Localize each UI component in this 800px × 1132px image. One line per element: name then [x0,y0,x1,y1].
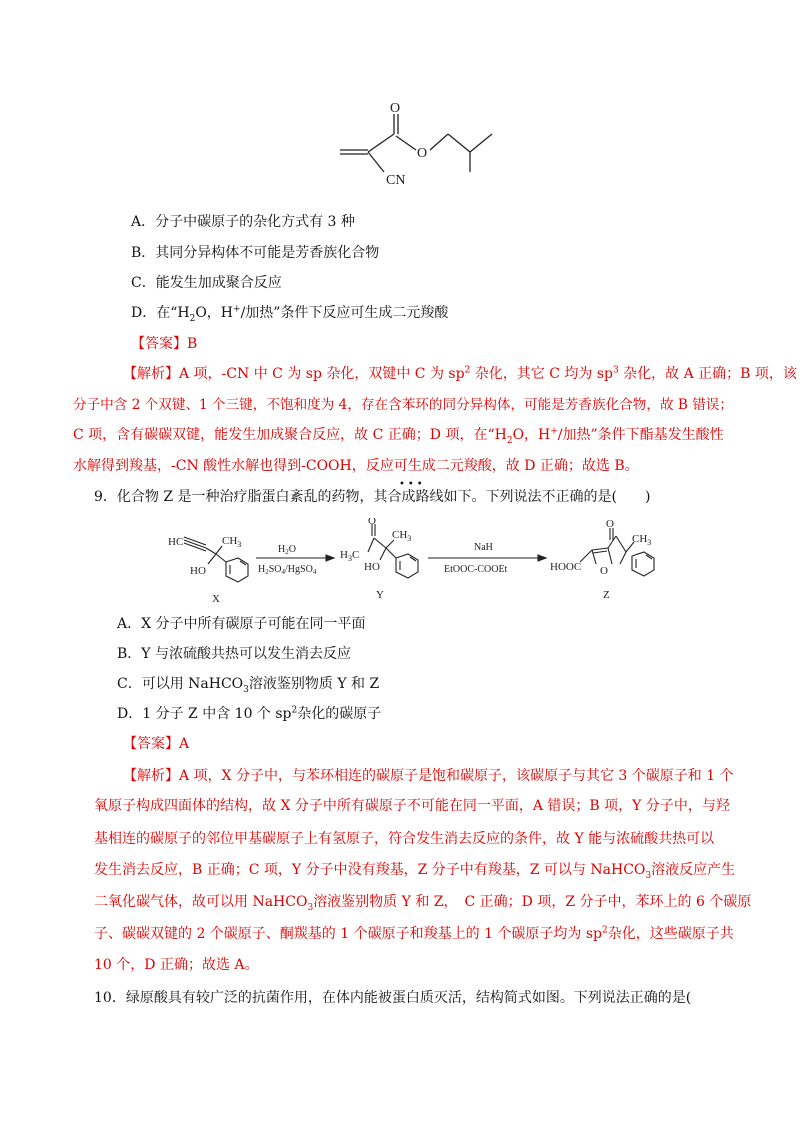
reagent-2-top: NaH [474,542,493,553]
q9-option-d: D．1 分子 Z 中含 10 个 $sp^2$杂化的碳原子 [117,705,382,722]
reagent-2-bottom: EtOOC-COOEt [444,564,508,575]
x-compound-label: X [212,593,220,605]
q8-analysis-line-2: 分子中含 2 个双键、1 个三键，不饱和度为 4，存在含苯环的同分异构体，可能是芳香族化合物，故 B 错误； [73,397,733,413]
q8-option-c: C．能发生加成聚合反应 [131,275,282,291]
z-compound-label: Z [603,589,610,601]
q9-analysis-line-6: 子、碳碳双键的 2 个碳原子、酮羰基的 1 个碳原子和羧基上的 1 个碳原子均为 $sp^2$杂化，这些碳原子共 [94,925,734,942]
y-o-label: O [368,518,376,527]
nitrile-label: CN [386,173,406,188]
z-hooc-label: HOOC [550,561,582,573]
q8-answer: 【答案】B [131,336,198,352]
z-ch3-label: $CH_3$ [632,533,652,547]
q9-option-a: A．X 分子中所有碳原子可能在同一平面 [117,616,366,632]
z-ring-o-label: O [600,565,608,577]
q9-analysis-line-1: 【解析】A 项，X 分子中，与苯环相连的碳原子是饱和碳原子，该碳原子与其它 3 个碳原子和 1 个 [123,768,734,784]
q9-analysis-line-2: 氧原子构成四面体的结构，故 X 分子中所有碳原子不可能在同一平面，A 错误；B 项，Y 分子中，与羟 [94,798,730,814]
z-o-label: O [606,518,614,530]
q9-analysis-line-3: 基相连的碳原子的邻位甲基碳原子上有氢原子，符合发生消去反应的条件，故 Y 能与浓硫酸共热可以 [94,831,715,847]
q9-reaction-scheme [160,518,670,608]
reagent-1-bottom: $H_2SO_4/HgSO_4$ [258,564,317,576]
q8-analysis-line-4: 水解得到羧基，-CN 酸性水解也得到-COOH，反应可生成二元羧酸，故 D 正确；故选 B。 [73,458,639,474]
y-ch3-label: $CH_3$ [392,529,412,543]
q8-option-a: A．分子中碳原子的杂化方式有 3 种 [131,214,355,230]
q10-stem: 10．绿原酸具有较广泛的抗菌作用，在体内能被蛋白质灭活，结构简式如图。下列说法正确的是( [94,990,692,1006]
q9-option-b: B．Y 与浓硫酸共热可以发生消去反应 [117,646,351,662]
emphasis-dots: ••• [399,479,426,490]
q9-analysis-line-5: 二氧化碳气体，故可以用 NaHCO$_3$溶液鉴别物质 Y 和 Z， C 正确；D 项，Z 分子中，苯环上的 6 个碳原 [94,894,752,913]
reagent-1-top: $H_2O$ [278,544,296,556]
q8-option-d: D．在“$H_2O$，H+/加热”条件下反应可生成二元羧酸 [131,304,449,324]
q8-analysis-line-3: C 项，含有碳碳双键，能发生加成聚合反应，故 C 正确；D 项，在“$H_2O$，H+/加热”条件下酯基发生酸性 [73,426,724,446]
y-ho-label: HO [364,561,380,573]
x-hc-label: HC [168,536,184,548]
q8-option-b: B．其同分异构体不可能是芳香族化合物 [131,245,380,261]
q9-answer: 【答案】A [123,736,190,752]
x-ho-label: HO [190,565,206,577]
q9-stem: 9．化合物 Z 是一种治疗脂蛋白紊乱的药物，其合成路线如下。下列说法不正确的是( ) [94,489,651,505]
y-h3c-label: $H_3C$ [340,549,360,563]
q8-analysis-line-1: 【解析】A 项，-CN 中 C 为 sp 杂化，双键中 C 为 $sp^2$ 杂化，其它 C 均为 $sp^3$ 杂化，故 A 正确；B 项，该 [123,365,797,382]
q9-option-c: C．可以用 NaHCO$_3$溶液鉴别物质 Y 和 Z [117,676,380,695]
q9-analysis-line-4: 发生消去反应，B 正确；C 项，Y 分子中没有羧基，Z 分子中有羧基，Z 可以与 NaHCO$_3$溶液反应产生 [94,862,736,881]
y-compound-label: Y [376,589,384,601]
cyanoacrylate-structure [330,92,530,192]
carbonyl-o-label: O [390,101,401,116]
ester-o-label: O [417,146,428,161]
x-ch3-label: $CH_3$ [222,535,242,549]
q9-analysis-line-7: 10 个，D 正确；故选 A。 [94,957,259,973]
